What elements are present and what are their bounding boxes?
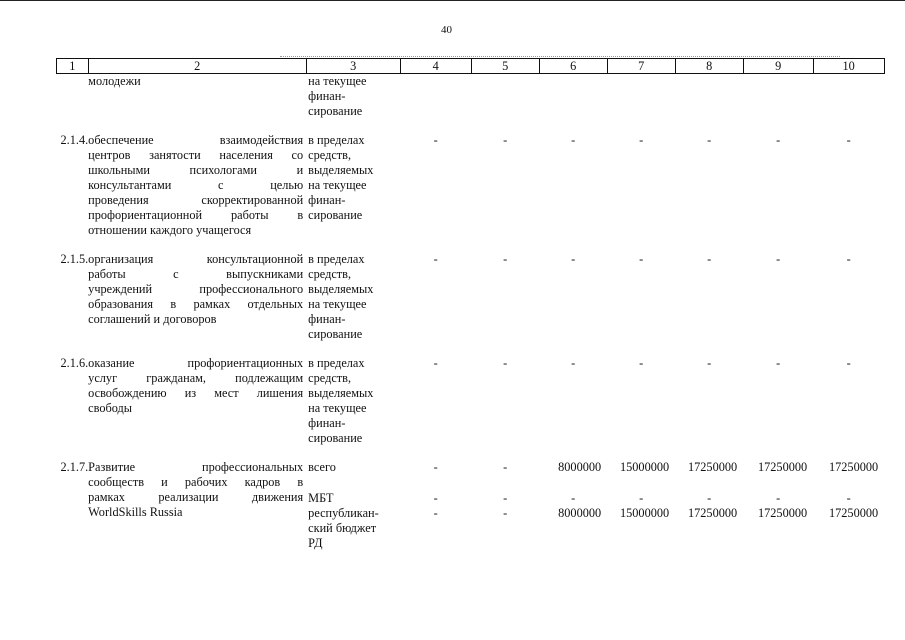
row-source: [306, 133, 400, 238]
value-cell: -: [433, 356, 438, 370]
row-source: [306, 252, 400, 342]
row-source: [306, 74, 400, 120]
value-cell: -: [639, 133, 644, 147]
text-line: профориентационной работы в: [88, 208, 304, 222]
text-line: в пределах: [308, 252, 365, 266]
value-cell: -: [707, 252, 712, 266]
value-cell: 17250000: [757, 506, 808, 520]
col-header: 3: [306, 59, 400, 74]
spacer-cell: [57, 342, 885, 356]
text-line: работы с выпускниками: [88, 267, 304, 281]
col-header: 7: [607, 59, 675, 74]
table-row: [57, 252, 885, 342]
text-line: услуг гражданам, подлежащим: [88, 371, 304, 385]
text-line: на текущее: [308, 178, 367, 192]
text-line: в пределах: [308, 133, 365, 147]
col-header: 9: [743, 59, 813, 74]
value-cell: [743, 74, 813, 120]
row-name: [88, 133, 306, 238]
col-header: 6: [539, 59, 607, 74]
text-line: центров занятости населения со: [88, 148, 304, 162]
spacer-cell: [57, 119, 885, 133]
value-cell: -: [707, 491, 712, 505]
value-cell: -: [433, 252, 438, 266]
text-line: средств,: [308, 148, 352, 162]
text-line: молодежи: [88, 74, 141, 88]
row-spacer: [57, 238, 885, 252]
row-id: 2.1.7.: [60, 460, 89, 474]
text-line: финан-: [308, 312, 346, 326]
text-line: выделяемых: [308, 282, 374, 296]
value-cell: [400, 74, 471, 120]
row-name: [88, 252, 306, 342]
value-cell: [539, 74, 607, 120]
row-name: [88, 74, 306, 120]
text-line: РД: [308, 536, 323, 550]
text-line: сообществ и рабочих кадров в: [88, 475, 304, 489]
text-line: сирование: [308, 327, 363, 341]
text-line: на текущее: [308, 297, 367, 311]
value-cell: 17250000: [687, 506, 738, 520]
row-id: 2.1.6.: [60, 356, 89, 370]
text-line: на текущее: [308, 74, 367, 88]
value-cell: -: [776, 133, 781, 147]
value-cell: -: [639, 356, 644, 370]
scan-top-edge: [0, 0, 905, 1]
table-row: [57, 356, 885, 446]
value-cell: 17250000: [687, 460, 738, 474]
text-line: всего: [308, 460, 336, 474]
value-cell: -: [707, 356, 712, 370]
value-cell: -: [503, 252, 508, 266]
row-source: [306, 460, 400, 491]
value-cell: -: [639, 252, 644, 266]
program-table: [56, 58, 885, 551]
table-body: [57, 74, 885, 552]
text-line: школьными психологами и: [88, 163, 304, 177]
row-spacer: [57, 342, 885, 356]
value-cell: [471, 74, 539, 120]
page-number: 40: [441, 24, 452, 36]
value-cell: -: [776, 252, 781, 266]
table-row: [57, 460, 885, 491]
table-row: [57, 74, 885, 120]
row-spacer: [57, 119, 885, 133]
value-cell: -: [846, 252, 851, 266]
column-number-row: [57, 59, 885, 74]
value-cell: -: [433, 460, 438, 474]
text-line: выделяемых: [308, 163, 374, 177]
text-line: сирование: [308, 208, 363, 222]
text-line: учреждений профессионального: [88, 282, 304, 296]
text-line: финан-: [308, 89, 346, 103]
value-cell: 17250000: [828, 506, 879, 520]
value-cell: -: [503, 491, 508, 505]
value-cell: -: [503, 133, 508, 147]
value-cell: -: [846, 133, 851, 147]
spacer-cell: [57, 446, 885, 460]
text-line: в пределах: [308, 356, 365, 370]
text-line: соглашений и договоров: [88, 312, 217, 326]
value-cell: -: [503, 460, 508, 474]
value-cell: 17250000: [828, 460, 879, 474]
text-line: обеспечение взаимодействия: [88, 133, 304, 147]
row-source: [306, 491, 400, 506]
text-line: средств,: [308, 371, 352, 385]
value-cell: 15000000: [619, 506, 670, 520]
col-header: 10: [813, 59, 884, 74]
table-row: [57, 133, 885, 238]
value-cell: -: [639, 491, 644, 505]
value-cell: -: [503, 506, 508, 520]
text-line: Развитие профессиональных: [88, 460, 304, 474]
col-header: 2: [88, 59, 306, 74]
value-cell: -: [503, 356, 508, 370]
row-name: [88, 356, 306, 446]
col-header: 5: [471, 59, 539, 74]
row-source: [306, 506, 400, 551]
text-line: средств,: [308, 267, 352, 281]
text-line: выделяемых: [308, 386, 374, 400]
text-line: свободы: [88, 401, 133, 415]
value-cell: -: [846, 356, 851, 370]
col-header: 4: [400, 59, 471, 74]
text-line: оказание профориентационных: [88, 356, 304, 370]
text-line: республикан-: [308, 506, 379, 520]
text-line: сирование: [308, 104, 363, 118]
text-line: финан-: [308, 416, 346, 430]
value-cell: 15000000: [619, 460, 670, 474]
value-cell: 8000000: [558, 506, 602, 520]
col-header: 8: [675, 59, 743, 74]
value-cell: -: [571, 356, 576, 370]
value-cell: -: [707, 133, 712, 147]
value-cell: -: [433, 133, 438, 147]
value-cell: [675, 74, 743, 120]
text-line: освобождению из мест лишения: [88, 386, 304, 400]
row-name: [88, 460, 306, 551]
text-line: сирование: [308, 431, 363, 445]
text-line: МБТ: [308, 491, 334, 505]
col-header: 1: [57, 59, 89, 74]
value-cell: [607, 74, 675, 120]
value-cell: -: [776, 356, 781, 370]
text-line: отношении каждого учащегося: [88, 223, 252, 237]
text-line: организация консультационной: [88, 252, 304, 266]
value-cell: [813, 74, 884, 120]
text-line: ский бюджет: [308, 521, 377, 535]
text-line: консультантами с целью: [88, 178, 304, 192]
value-cell: -: [571, 252, 576, 266]
row-id: 2.1.4.: [60, 133, 89, 147]
value-cell: -: [433, 506, 438, 520]
spacer-cell: [57, 238, 885, 252]
text-line: проведения скорректированной: [88, 193, 304, 207]
value-cell: -: [571, 491, 576, 505]
row-spacer: [57, 446, 885, 460]
row-source: [306, 356, 400, 446]
text-line: образования в рамках отдельных: [88, 297, 304, 311]
row-id: 2.1.5.: [60, 252, 89, 266]
value-cell: -: [433, 491, 438, 505]
value-cell: 8000000: [558, 460, 602, 474]
row-id: [57, 74, 89, 120]
text-line: рамках реализации движения: [88, 490, 304, 504]
text-line: WorldSkills Russia: [88, 505, 183, 519]
text-line: на текущее: [308, 401, 367, 415]
value-cell: -: [846, 491, 851, 505]
value-cell: -: [571, 133, 576, 147]
value-cell: 17250000: [757, 460, 808, 474]
text-line: финан-: [308, 193, 346, 207]
header-dotted-rule: [280, 56, 840, 57]
value-cell: -: [776, 491, 781, 505]
